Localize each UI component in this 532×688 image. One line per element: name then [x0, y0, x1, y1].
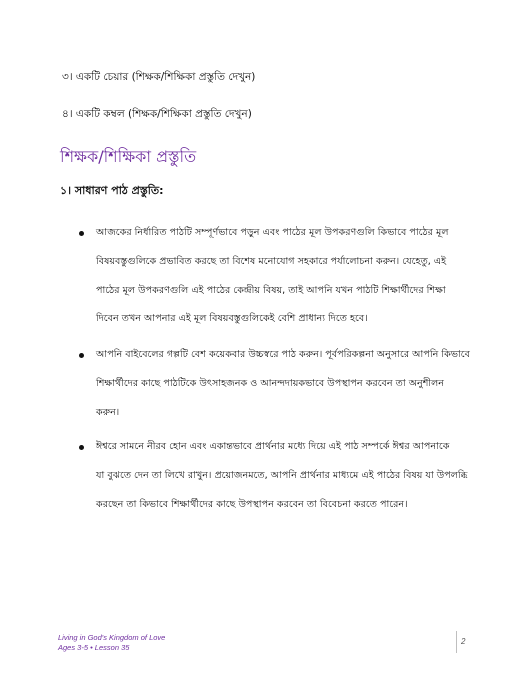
bullet-line: পাঠের মূল উপকরণগুলি এই পাঠের কেন্দ্রীয় বিষয়, তাই আপনি যখন পাঠটি শিক্ষার্থীদের শিক্ষা — [96, 285, 446, 296]
bullet-icon — [79, 231, 84, 236]
footer-title: Living in God's Kingdom of Love — [58, 633, 166, 642]
footer-meta: Ages 3-5 • Lesson 35 — [58, 643, 130, 652]
bullet-line: করছেন তা কিভাবে শিক্ষার্থীদের কাছে উপস্থাপন করবেন তা বিবেচনা করতে পারেন। — [96, 499, 408, 510]
bullet-line: আজকের নির্ধারিত পাঠটি সম্পূর্ণভাবে পড়ুন এবং পাঠের মূল উপকরণগুলি কিভাবে পাঠের মূল — [96, 227, 449, 238]
page-number: 2 — [461, 637, 466, 646]
bullet-icon — [79, 445, 84, 450]
supply-item-chair: ৩। একটি চেয়ার (শিক্ষক/শিক্ষিকা প্রস্তুতি দেখুন) — [62, 71, 256, 83]
bullet-line: করুন। — [96, 407, 120, 418]
bullet-icon — [79, 353, 84, 358]
bullet-line: দিবেন তখন আপনার এই মূল বিষয়বস্তুগুলিকেই বেশি প্রাধান্য দিতে হবে। — [96, 313, 368, 324]
supply-item-blanket: ৪। একটি কম্বল (শিক্ষক/শিক্ষিকা প্রস্তুতি দেখুন) — [62, 108, 252, 120]
bullet-line: যা বুঝতে দেন তা লিখে রাখুন। প্রয়োজনমতে, আপনি প্রার্থনার মাধ্যমে এই পাঠের বিষয় যা উপলব্ধি — [96, 470, 468, 481]
bullet-line: ঈশ্বরে সামনে নীরব হোন এবং একান্তভাবে প্রার্থনার মধ্যে দিয়ে এই পাঠ সম্পর্কে ঈশ্বর আপনাকে — [96, 441, 450, 452]
bullet-line: আপনি বাইবেলের গল্পটি বেশ কয়েকবার উচ্চস্বরে পাঠ করুন। পূর্বপরিকল্পনা অনুসারে আপনি কিভাবে — [96, 349, 470, 360]
section-subheading: ১। সাধারণ পাঠ প্রস্তুতি: — [60, 184, 164, 197]
section-heading: শিক্ষক/শিক্ষিকা প্রস্তুতি — [60, 147, 197, 166]
bullet-line: বিষয়বস্তুগুলিকে প্রভাবিত করছে তা বিশেষ মনোযোগ সহকারে পর্যালোচনা করুন। যেহেতু, এই — [96, 256, 447, 267]
footer-divider — [456, 631, 457, 653]
bullet-line: শিক্ষার্থীদের কাছে পাঠটিকে উৎসাহজনক ও আনন্দদায়কভাবে উপস্থাপন করবেন তা অনুশীলন — [96, 378, 445, 389]
footer — [58, 633, 165, 653]
